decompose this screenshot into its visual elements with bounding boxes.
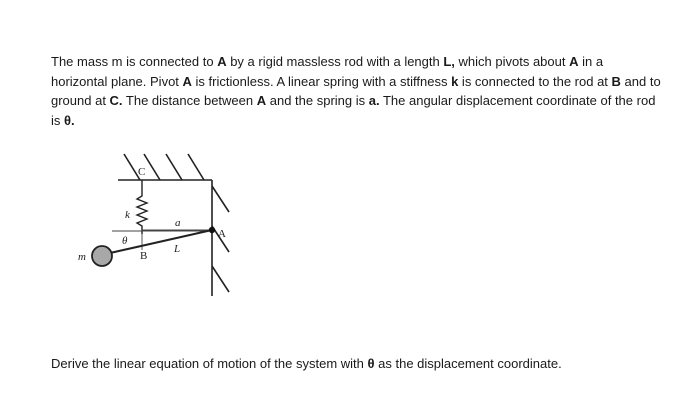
mechanism-diagram: [70, 148, 260, 308]
symbol-theta: θ: [367, 356, 375, 371]
symbol-l: L,: [443, 54, 455, 69]
text-run: The distance between: [122, 93, 257, 108]
label-b: B: [140, 250, 148, 262]
text-run: Derive the linear equation of motion of the system with: [51, 356, 368, 371]
text-run: by a rigid massless rod with a length: [226, 54, 444, 69]
text-run: is frictionless. A linear spring with a stiffness: [191, 73, 452, 89]
label-a: a: [175, 217, 181, 229]
symbol-theta: θ.: [64, 112, 75, 128]
ground-hatching-top: [118, 154, 212, 180]
text-run: The angular displacement coordinate of the rod is: [51, 93, 656, 128]
symbol-a: A: [256, 93, 267, 108]
mass-m: [92, 246, 112, 266]
text-run: and the spring is: [266, 93, 369, 108]
pivot-a: [209, 227, 215, 233]
label-theta: θ: [122, 235, 128, 247]
problem-statement: [51, 52, 661, 130]
text-run: and to ground at: [51, 73, 661, 108]
text-run: in a horizontal plane. Pivot: [51, 54, 604, 89]
symbol-a: A: [217, 54, 227, 69]
text-run: The mass m is connected to: [51, 54, 218, 69]
symbol-k: k: [451, 73, 459, 89]
question-text: [51, 354, 661, 373]
text-run: as the displacement coordinate.: [374, 356, 562, 371]
spring: [137, 180, 147, 234]
symbol-a: A: [182, 73, 192, 89]
symbol-a-distance: a.: [368, 93, 380, 108]
text-run: is connected to the rod at: [458, 73, 612, 89]
label-l: L: [174, 243, 181, 255]
symbol-b: B: [611, 73, 621, 89]
label-c: C: [138, 166, 146, 178]
text-run: which pivots about: [454, 54, 570, 69]
symbol-c: C.: [109, 93, 123, 108]
label-a-pivot: A: [218, 228, 226, 240]
symbol-a: A: [569, 54, 579, 69]
label-k: k: [125, 209, 130, 221]
label-m: m: [78, 251, 86, 263]
